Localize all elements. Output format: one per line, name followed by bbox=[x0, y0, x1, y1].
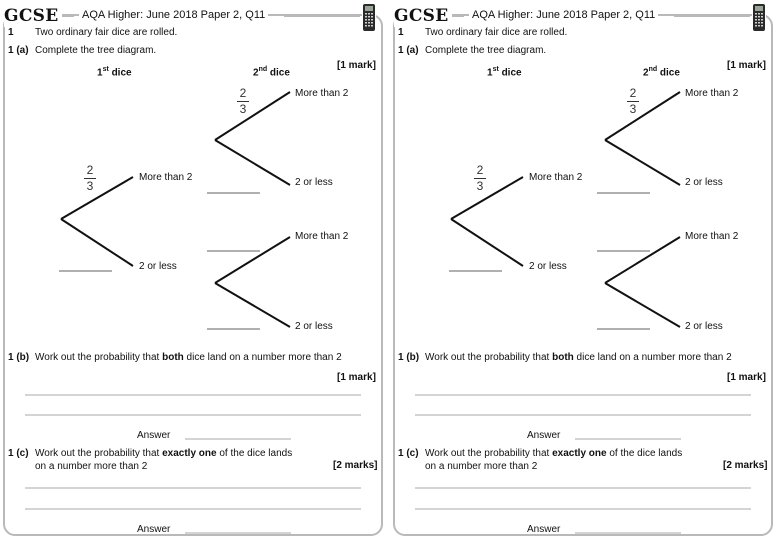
probability-blank[interactable] bbox=[207, 328, 260, 330]
probability-blank[interactable] bbox=[597, 250, 650, 252]
question-1c-marks: [2 marks] bbox=[333, 460, 378, 471]
answer-field[interactable] bbox=[185, 438, 291, 440]
first-dice-heading: 1st dice bbox=[487, 66, 522, 79]
question-1b-text: Work out the probability that both dice land on a number more than 2 bbox=[35, 352, 342, 363]
branch-label-more-than-2: More than 2 bbox=[685, 88, 739, 99]
second-dice-heading: 2nd dice bbox=[643, 66, 680, 79]
question-number: 1 bbox=[398, 27, 404, 38]
working-line[interactable] bbox=[25, 414, 361, 416]
question-1c-text: Work out the probability that exactly one of the dice lands bbox=[35, 448, 293, 459]
question-1c-text: Work out the probability that exactly one of the dice lands bbox=[425, 448, 683, 459]
answer-field[interactable] bbox=[185, 532, 291, 534]
branch-label-more-than-2: More than 2 bbox=[139, 172, 193, 183]
question-1c-number: 1 (c) bbox=[398, 448, 419, 459]
question-1c-number: 1 (c) bbox=[8, 448, 29, 459]
question-1c-text-line2: on a number more than 2 bbox=[425, 461, 538, 472]
branch-label-more-than-2: More than 2 bbox=[529, 172, 583, 183]
question-1b-number: 1 (b) bbox=[8, 352, 30, 363]
branch-label-more-than-2: More than 2 bbox=[685, 231, 739, 242]
probability-blank[interactable] bbox=[597, 328, 650, 330]
working-line[interactable] bbox=[415, 508, 751, 510]
probability-blank[interactable] bbox=[597, 192, 650, 194]
question-1a-marks: [1 mark] bbox=[337, 60, 376, 71]
question-1a-text: Complete the tree diagram. bbox=[425, 45, 547, 56]
answer-label: Answer bbox=[137, 430, 171, 441]
question-1b-marks: [1 mark] bbox=[727, 372, 766, 383]
answer-label: Answer bbox=[527, 430, 561, 441]
question-1c-text-line2: on a number more than 2 bbox=[35, 461, 148, 472]
question-1a-number: 1 (a) bbox=[8, 45, 29, 56]
question-stem: Two ordinary fair dice are rolled. bbox=[425, 27, 568, 38]
question-number: 1 bbox=[8, 27, 14, 38]
page-title: AQA Higher: June 2018 Paper 2, Q11 bbox=[79, 9, 268, 21]
working-line[interactable] bbox=[415, 487, 751, 489]
worksheet-page-left bbox=[0, 0, 388, 540]
answer-label: Answer bbox=[137, 524, 171, 535]
working-line[interactable] bbox=[25, 508, 361, 510]
answer-label: Answer bbox=[527, 524, 561, 535]
branch-label-2-or-less: 2 or less bbox=[685, 177, 723, 188]
gcse-logo: GCSE bbox=[394, 5, 452, 27]
first-dice-heading: 1st dice bbox=[97, 66, 132, 79]
question-1a-marks: [1 mark] bbox=[727, 60, 766, 71]
probability-blank[interactable] bbox=[207, 250, 260, 252]
working-line[interactable] bbox=[415, 414, 751, 416]
first-dice-probability: 2 3 bbox=[84, 164, 96, 193]
branch-label-2-or-less: 2 or less bbox=[529, 261, 567, 272]
branch-label-2-or-less: 2 or less bbox=[685, 321, 723, 332]
question-1a-text: Complete the tree diagram. bbox=[35, 45, 157, 56]
page-title: AQA Higher: June 2018 Paper 2, Q11 bbox=[469, 9, 658, 21]
second-dice-probability: 2 3 bbox=[627, 87, 639, 116]
second-dice-heading: 2nd dice bbox=[253, 66, 290, 79]
answer-field[interactable] bbox=[575, 532, 681, 534]
working-line[interactable] bbox=[25, 394, 361, 396]
worksheet-page-right bbox=[390, 0, 778, 540]
working-line[interactable] bbox=[415, 394, 751, 396]
branch-label-2-or-less: 2 or less bbox=[139, 261, 177, 272]
question-1b-marks: [1 mark] bbox=[337, 372, 376, 383]
second-dice-probability: 2 3 bbox=[237, 87, 249, 116]
branch-label-2-or-less: 2 or less bbox=[295, 321, 333, 332]
question-1a-number: 1 (a) bbox=[398, 45, 419, 56]
branch-label-2-or-less: 2 or less bbox=[295, 177, 333, 188]
branch-label-more-than-2: More than 2 bbox=[295, 88, 349, 99]
probability-blank[interactable] bbox=[207, 192, 260, 194]
question-1b-number: 1 (b) bbox=[398, 352, 420, 363]
gcse-logo: GCSE bbox=[4, 5, 62, 27]
first-dice-probability: 2 3 bbox=[474, 164, 486, 193]
question-1b-text: Work out the probability that both dice land on a number more than 2 bbox=[425, 352, 732, 363]
probability-blank[interactable] bbox=[59, 270, 112, 272]
question-stem: Two ordinary fair dice are rolled. bbox=[35, 27, 178, 38]
question-1c-marks: [2 marks] bbox=[723, 460, 768, 471]
working-line[interactable] bbox=[25, 487, 361, 489]
branch-label-more-than-2: More than 2 bbox=[295, 231, 349, 242]
answer-field[interactable] bbox=[575, 438, 681, 440]
probability-blank[interactable] bbox=[449, 270, 502, 272]
